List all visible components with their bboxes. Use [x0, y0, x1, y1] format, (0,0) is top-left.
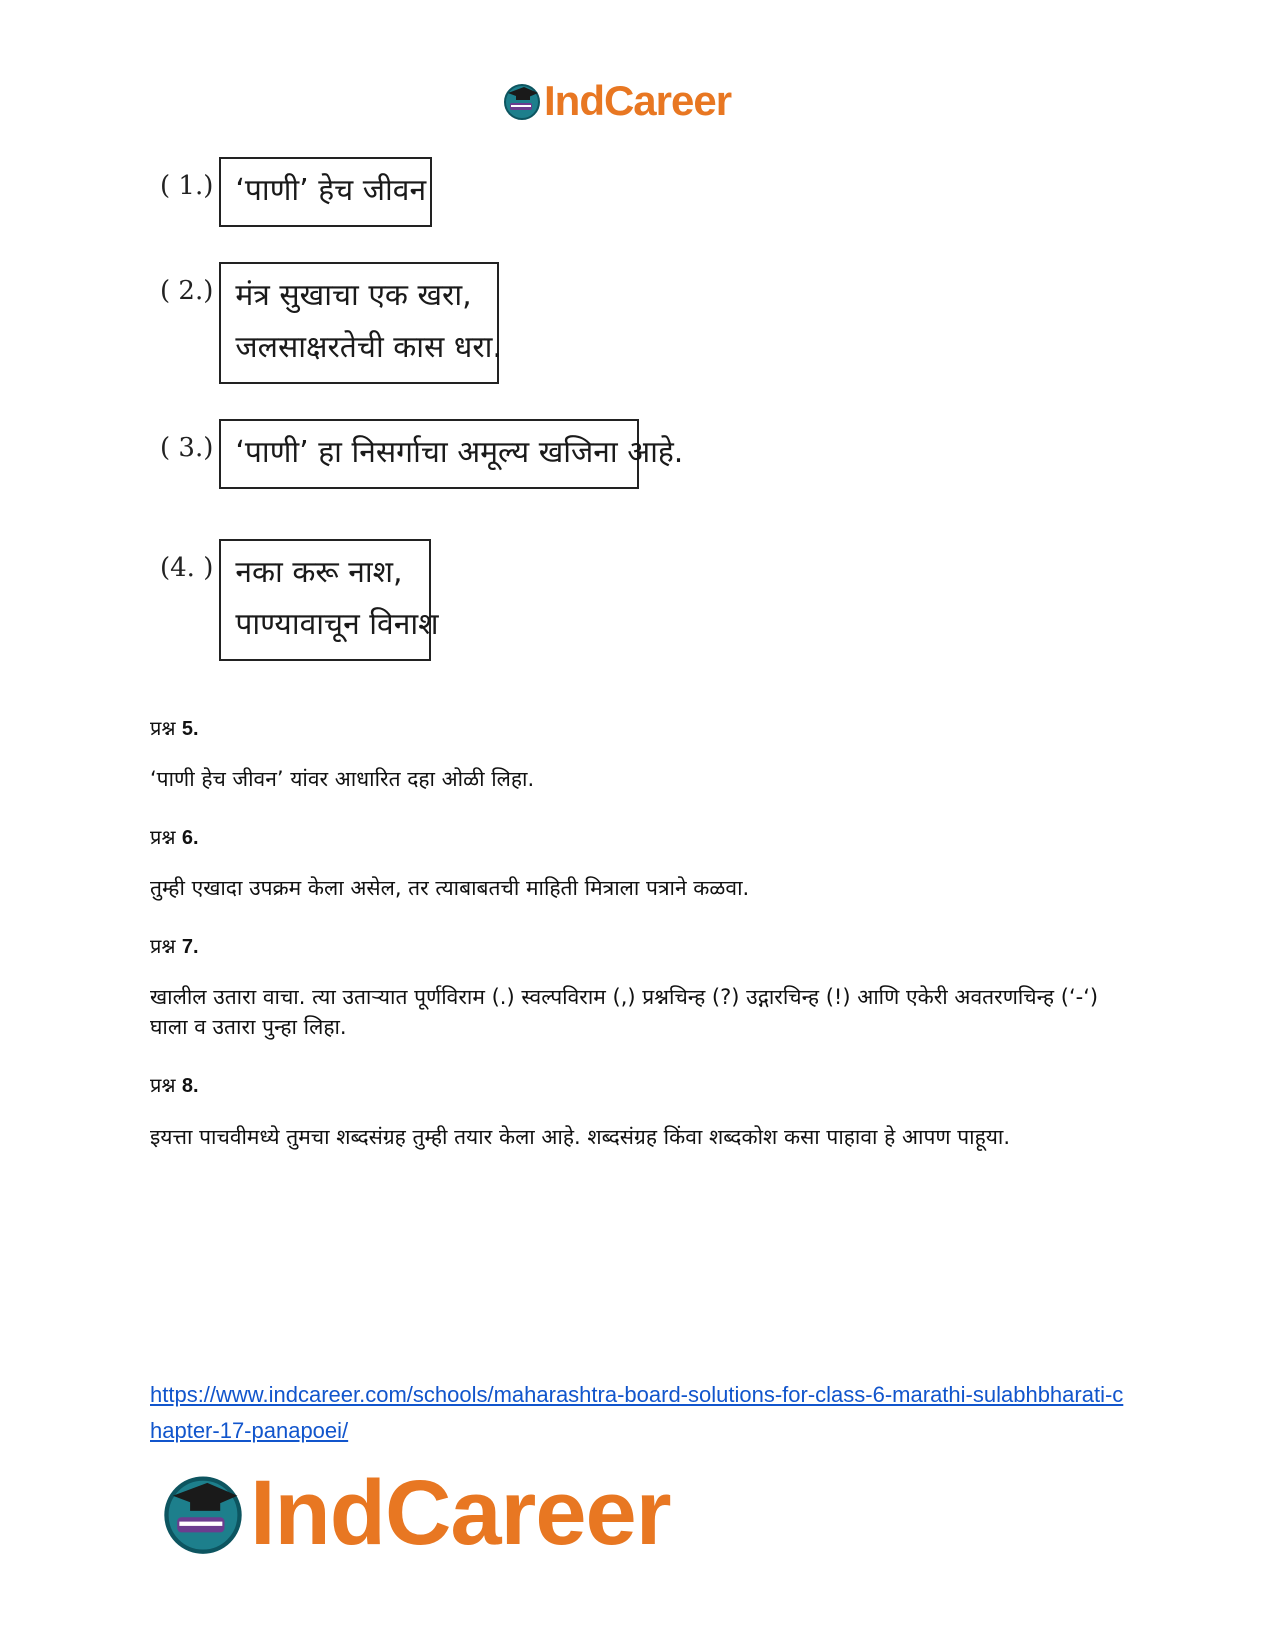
question-prefix: प्रश्न: [150, 934, 182, 958]
header-logo: [502, 77, 732, 124]
question-heading: [150, 932, 199, 959]
question-number: 5.: [181, 718, 199, 740]
question-number: 6.: [181, 827, 199, 849]
logo-wordmark: IndCareer: [544, 77, 732, 124]
question-text: खालील उतारा वाचा. त्या उताऱ्यात पूर्णविराम (.) स्वल्पविराम (,) प्रश्नचिन्ह (?) उद्गारचिन्ह (!) आणि एकेरी अवतरणचिन्ह (‘-‘) घाला व उतारा पुन्हा लिहा.: [150, 985, 1099, 1039]
slogan-line: नका करू नाश,: [235, 555, 403, 590]
slogan-line: पाण्यावाचून विनाश: [235, 607, 439, 642]
logo-wordmark: IndCareer: [250, 1462, 671, 1564]
question-heading: [150, 714, 199, 741]
question-heading: [150, 1071, 199, 1098]
slogan-number: ( 2.): [160, 276, 214, 306]
source-link[interactable]: https://www.indcareer.com/schools/maharashtra-board-solutions-for-class-6-marathi-sulabhbharati-chapter-17-panapoei/: [150, 1382, 1124, 1443]
question-number: 7.: [181, 936, 199, 958]
slogan-box: [219, 539, 439, 661]
question-text: तुम्ही एखादा उपक्रम केला असेल, तर त्याबाबतची माहिती मित्राला पत्राने कळवा.: [150, 876, 750, 900]
slogan-item: [160, 419, 684, 489]
slogan-line: ‘पाणी’ हेच जीवन: [235, 173, 427, 208]
slogan-box: [219, 157, 432, 227]
slogan-box: [219, 419, 684, 489]
question-text: इयत्ता पाचवीमध्ये तुमचा शब्दसंग्रह तुम्ही तयार केला आहे. शब्दसंग्रह किंवा शब्दकोश कसा पाहावा हे आपण पाहूया.: [150, 1125, 1011, 1149]
question-prefix: प्रश्न: [150, 716, 182, 740]
slogan-box: [219, 262, 502, 384]
footer-logo: [160, 1462, 671, 1564]
slogan-line: मंत्र सुखाचा एक खरा,: [235, 278, 472, 313]
graduation-cap-book-globe-icon: [502, 81, 542, 121]
question-heading: [150, 823, 199, 850]
graduation-cap-book-globe-icon: [160, 1470, 246, 1556]
question-number: 8.: [181, 1075, 199, 1097]
slogan-item: [160, 157, 432, 227]
slogan-item: [160, 262, 502, 384]
slogan-number: (4. ): [160, 553, 214, 583]
question-text: ‘पाणी हेच जीवन’ यांवर आधारित दहा ओळी लिहा.: [150, 767, 535, 791]
question-prefix: प्रश्न: [150, 1073, 182, 1097]
slogan-number: ( 3.): [160, 433, 214, 463]
slogan-number: ( 1.): [160, 171, 214, 201]
slogan-line: जलसाक्षरतेची कास धरा.: [235, 330, 502, 365]
question-prefix: प्रश्न: [150, 825, 182, 849]
slogan-item: [160, 539, 439, 661]
slogan-line: ‘पाणी’ हा निसर्गाचा अमूल्य खजिना आहे.: [235, 435, 684, 470]
